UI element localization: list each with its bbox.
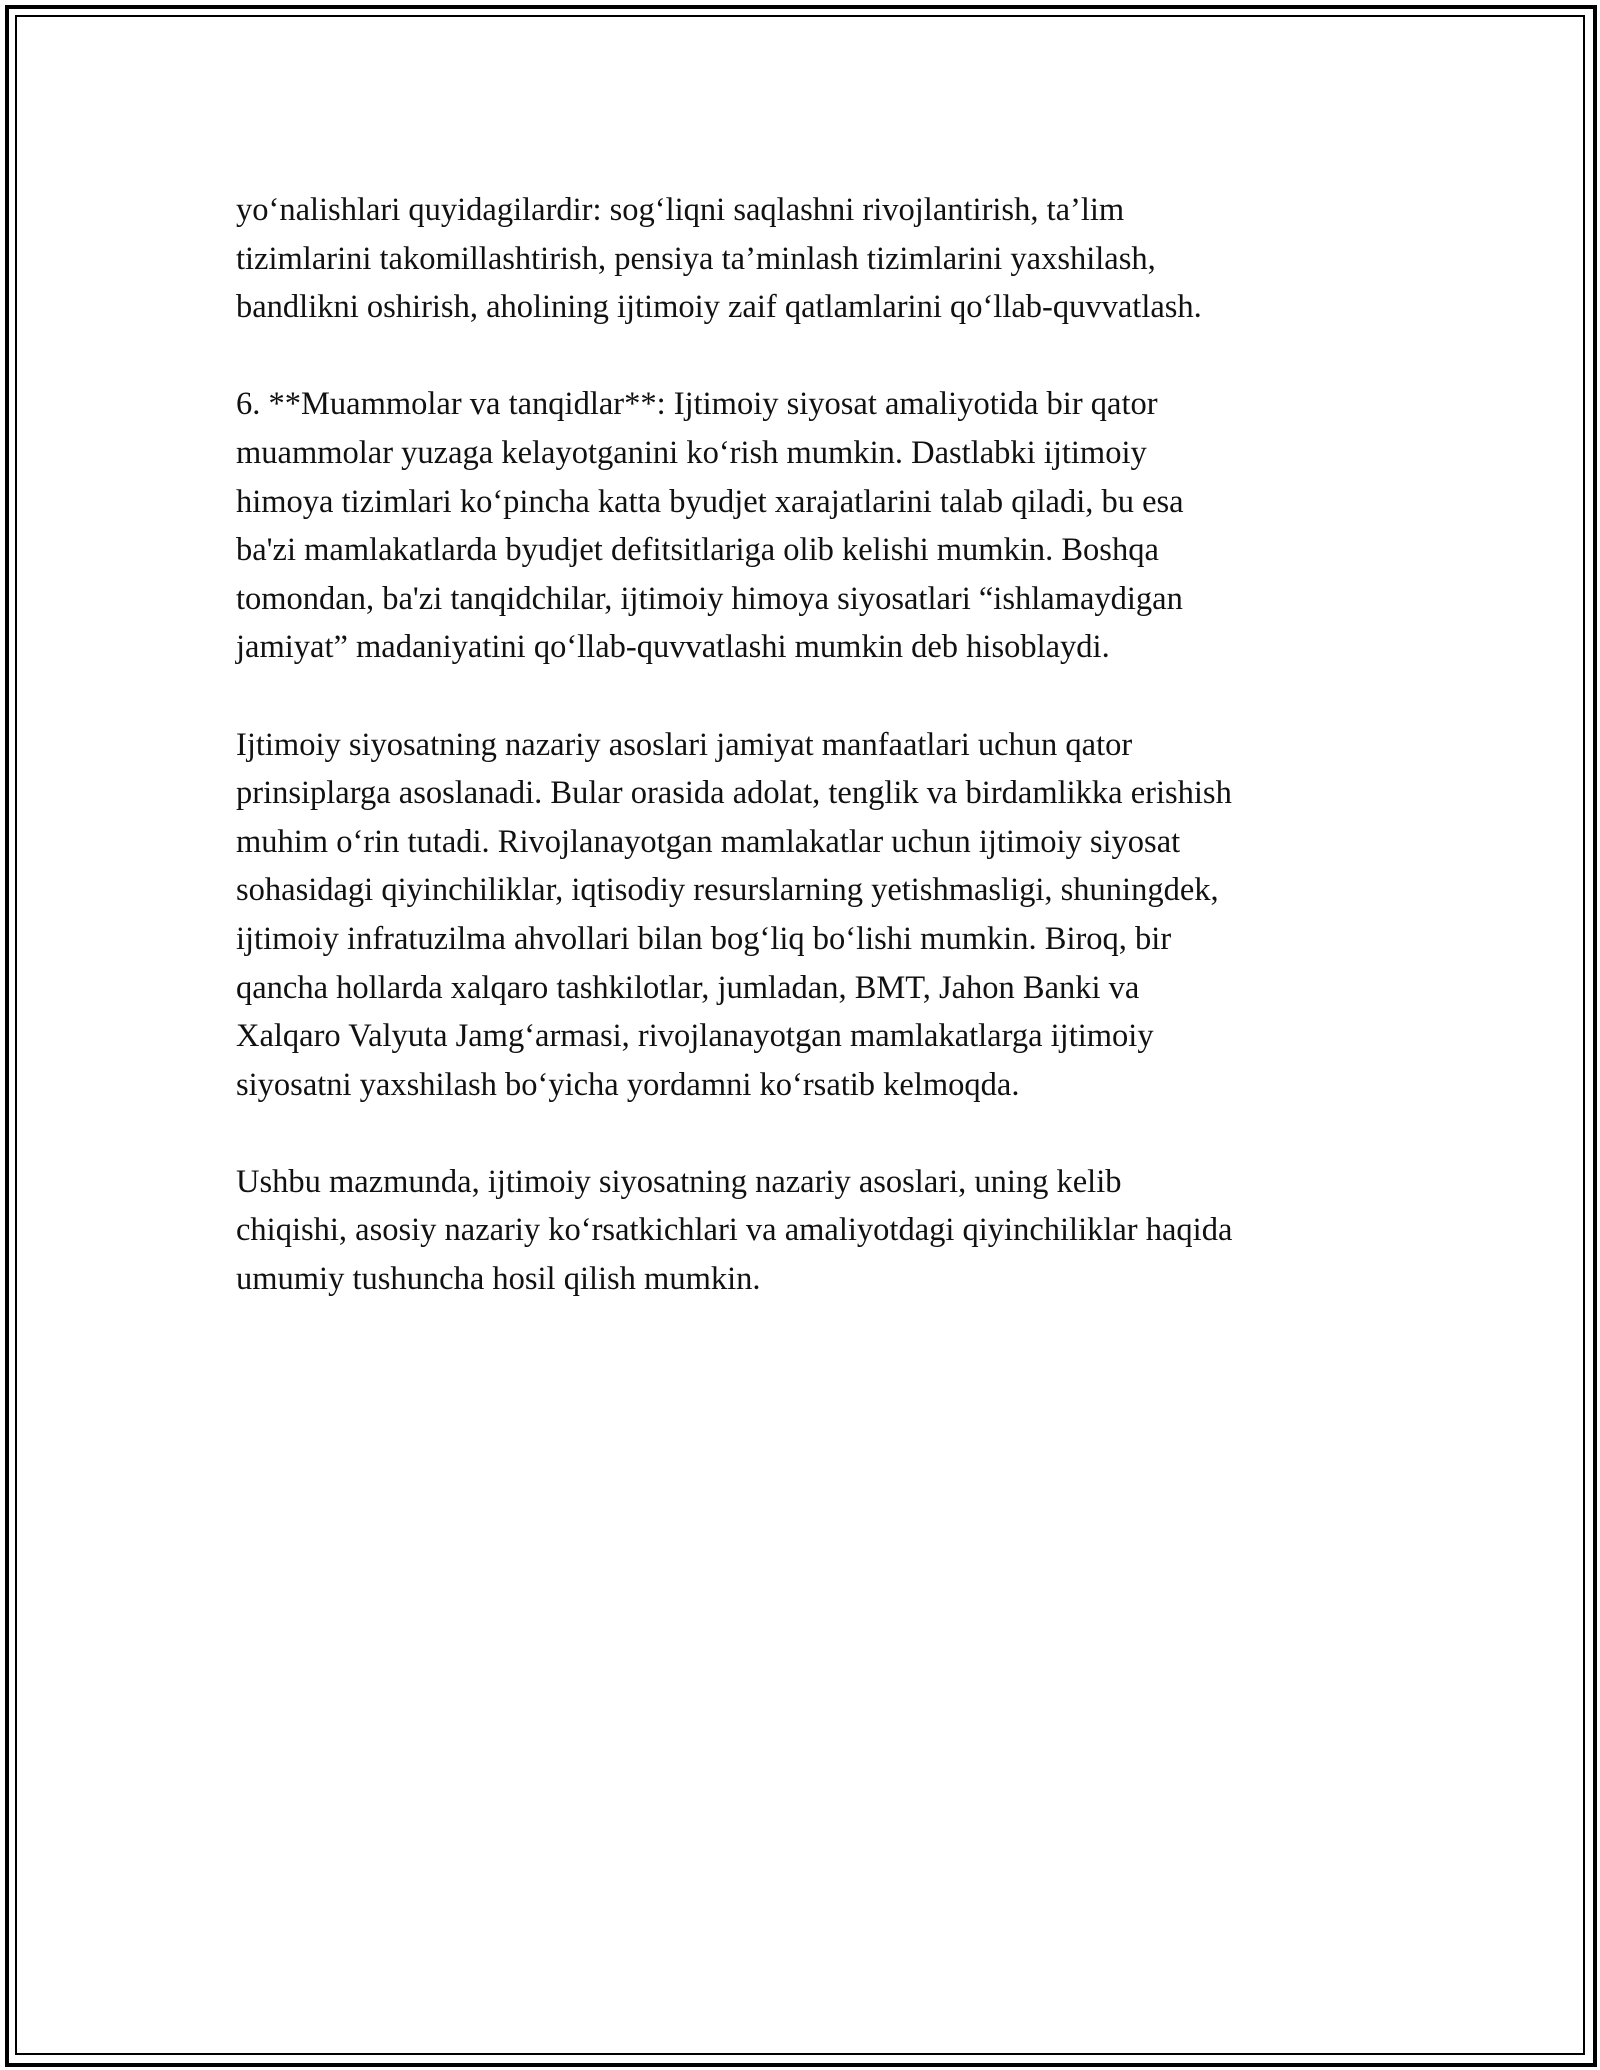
- text-line: ba'zi mamlakatlarda byudjet defitsitlariga olib kelishi mumkin. Boshqa: [236, 532, 1159, 569]
- text-line: siyosatni yaxshilash bo‘yicha yordamni ko‘rsatib kelmoqda.: [236, 1066, 1020, 1103]
- text-line: bandlikni oshirish, aholining ijtimoiy zaif qatlamlarini qo‘llab-quvvatlash.: [236, 289, 1202, 326]
- text-line: chiqishi, asosiy nazariy ko‘rsatkichlari va amaliyotdagi qiyinchiliklar haqida: [236, 1212, 1233, 1249]
- text-line: yo‘nalishlari quyidagilardir: sog‘liqni saqlashni rivojlantirish, ta’lim: [236, 192, 1125, 228]
- text-line: muhim o‘rin tutadi. Rivojlanayotgan mamlakatlar uchun ijtimoiy siyosat: [236, 823, 1181, 860]
- text-line: sohasidagi qiyinchiliklar, iqtisodiy resurslarning yetishmasligi, shuningdek,: [236, 872, 1219, 909]
- document-body: [236, 186, 1386, 1352]
- paragraph-3: [236, 721, 1386, 1110]
- text-line: Ijtimoiy siyosatning nazariy asoslari jamiyat manfaatlari uchun qator: [236, 726, 1133, 763]
- paragraph-4: [236, 1158, 1386, 1304]
- paragraph-2: [236, 380, 1386, 672]
- text-line: muammolar yuzaga kelayotganini ko‘rish mumkin. Dastlabki ijtimoiy: [236, 434, 1147, 471]
- text-line: qancha hollarda xalqaro tashkilotlar, jumladan, BMT, Jahon Banki va: [236, 969, 1140, 1006]
- text-line: 6. **Muammolar va tanqidlar**: Ijtimoiy siyosat amaliyotida bir qator: [236, 386, 1158, 423]
- text-line: umumiy tushuncha hosil qilish mumkin.: [236, 1261, 761, 1298]
- text-line: ijtimoiy infratuzilma ahvollari bilan bog‘liq bo‘lishi mumkin. Biroq, bir: [236, 920, 1172, 957]
- text-line: Ushbu mazmunda, ijtimoiy siyosatning nazariy asoslari, uning kelib: [236, 1163, 1122, 1200]
- text-line: himoya tizimlari ko‘pincha katta byudjet xarajatlarini talab qiladi, bu esa: [236, 483, 1184, 520]
- paragraph-1: [236, 186, 1386, 332]
- text-line: prinsiplarga asoslanadi. Bular orasida adolat, tenglik va birdamlikka erishish: [236, 775, 1232, 812]
- text-line: tizimlarini takomillashtirish, pensiya ta’minlash tizimlarini yaxshilash,: [236, 240, 1156, 277]
- text-line: tomondan, ba'zi tanqidchilar, ijtimoiy himoya siyosatlari “ishlamaydigan: [236, 580, 1183, 617]
- text-line: jamiyat” madaniyatini qo‘llab-quvvatlashi mumkin deb hisoblaydi.: [236, 629, 1110, 666]
- text-line: Xalqaro Valyuta Jamg‘armasi, rivojlanayotgan mamlakatlarga ijtimoiy: [236, 1018, 1154, 1055]
